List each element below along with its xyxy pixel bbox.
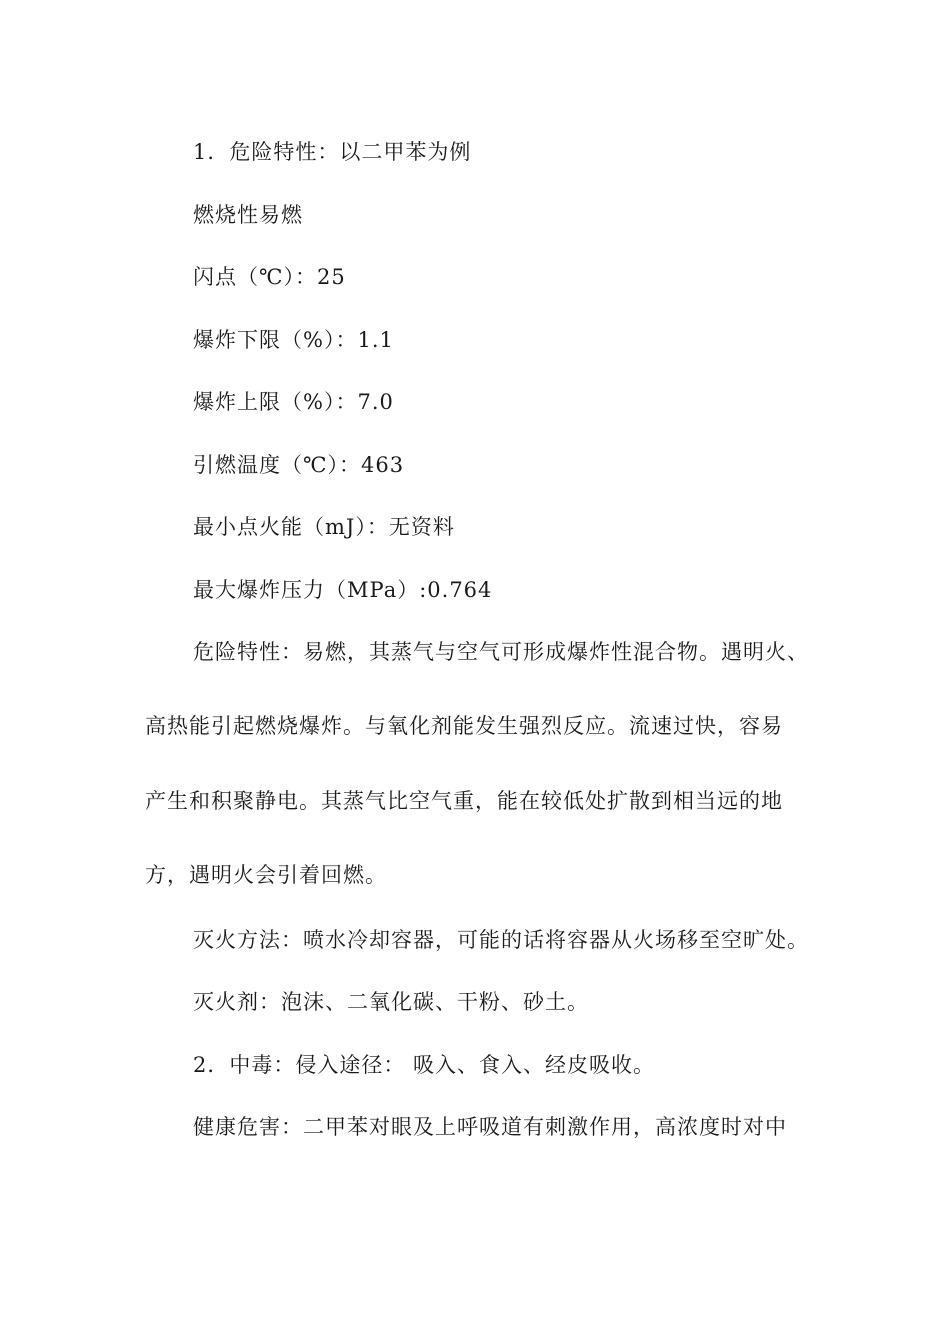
- section-heading-hazard: 1．危险特性：以二甲苯为例: [193, 140, 472, 164]
- extinguishing-agent-line: 灭火剂：泡沫、二氧化碳、干粉、砂土。: [193, 990, 589, 1014]
- hazard-paragraph-line-1: 危险特性：易燃，其蒸气与空气可形成爆炸性混合物。遇明火、: [193, 640, 809, 664]
- maximum-explosion-pressure-line: 最大爆炸压力（MPa）:0.764: [193, 578, 493, 602]
- ignition-temperature-line: 引燃温度（℃）：463: [193, 453, 405, 477]
- hazard-paragraph-line-4: 方，遇明火会引着回燃。: [145, 863, 387, 887]
- lower-explosive-limit-line: 爆炸下限（%）：1.1: [193, 328, 394, 352]
- fire-fighting-method-line: 灭火方法：喷水冷却容器，可能的话将容器从火场移至空旷处。: [193, 928, 809, 952]
- hazard-paragraph-line-2: 高热能引起燃烧爆炸。与氧化剂能发生强烈反应。流速过快，容易: [145, 714, 783, 738]
- upper-explosive-limit-line: 爆炸上限（%）：7.0: [193, 390, 394, 414]
- health-hazard-line: 健康危害：二甲苯对眼及上呼吸道有刺激作用，高浓度时对中: [193, 1115, 787, 1139]
- section-heading-poisoning: 2．中毒：侵入途径： 吸入、食入、经皮吸收。: [193, 1053, 656, 1077]
- minimum-ignition-energy-line: 最小点火能（mJ）：无资料: [193, 515, 455, 539]
- flash-point-line: 闪点（℃）：25: [193, 265, 346, 289]
- hazard-paragraph-line-3: 产生和积聚静电。其蒸气比空气重，能在较低处扩散到相当远的地: [145, 789, 783, 813]
- flammability-line: 燃烧性易燃: [193, 203, 303, 227]
